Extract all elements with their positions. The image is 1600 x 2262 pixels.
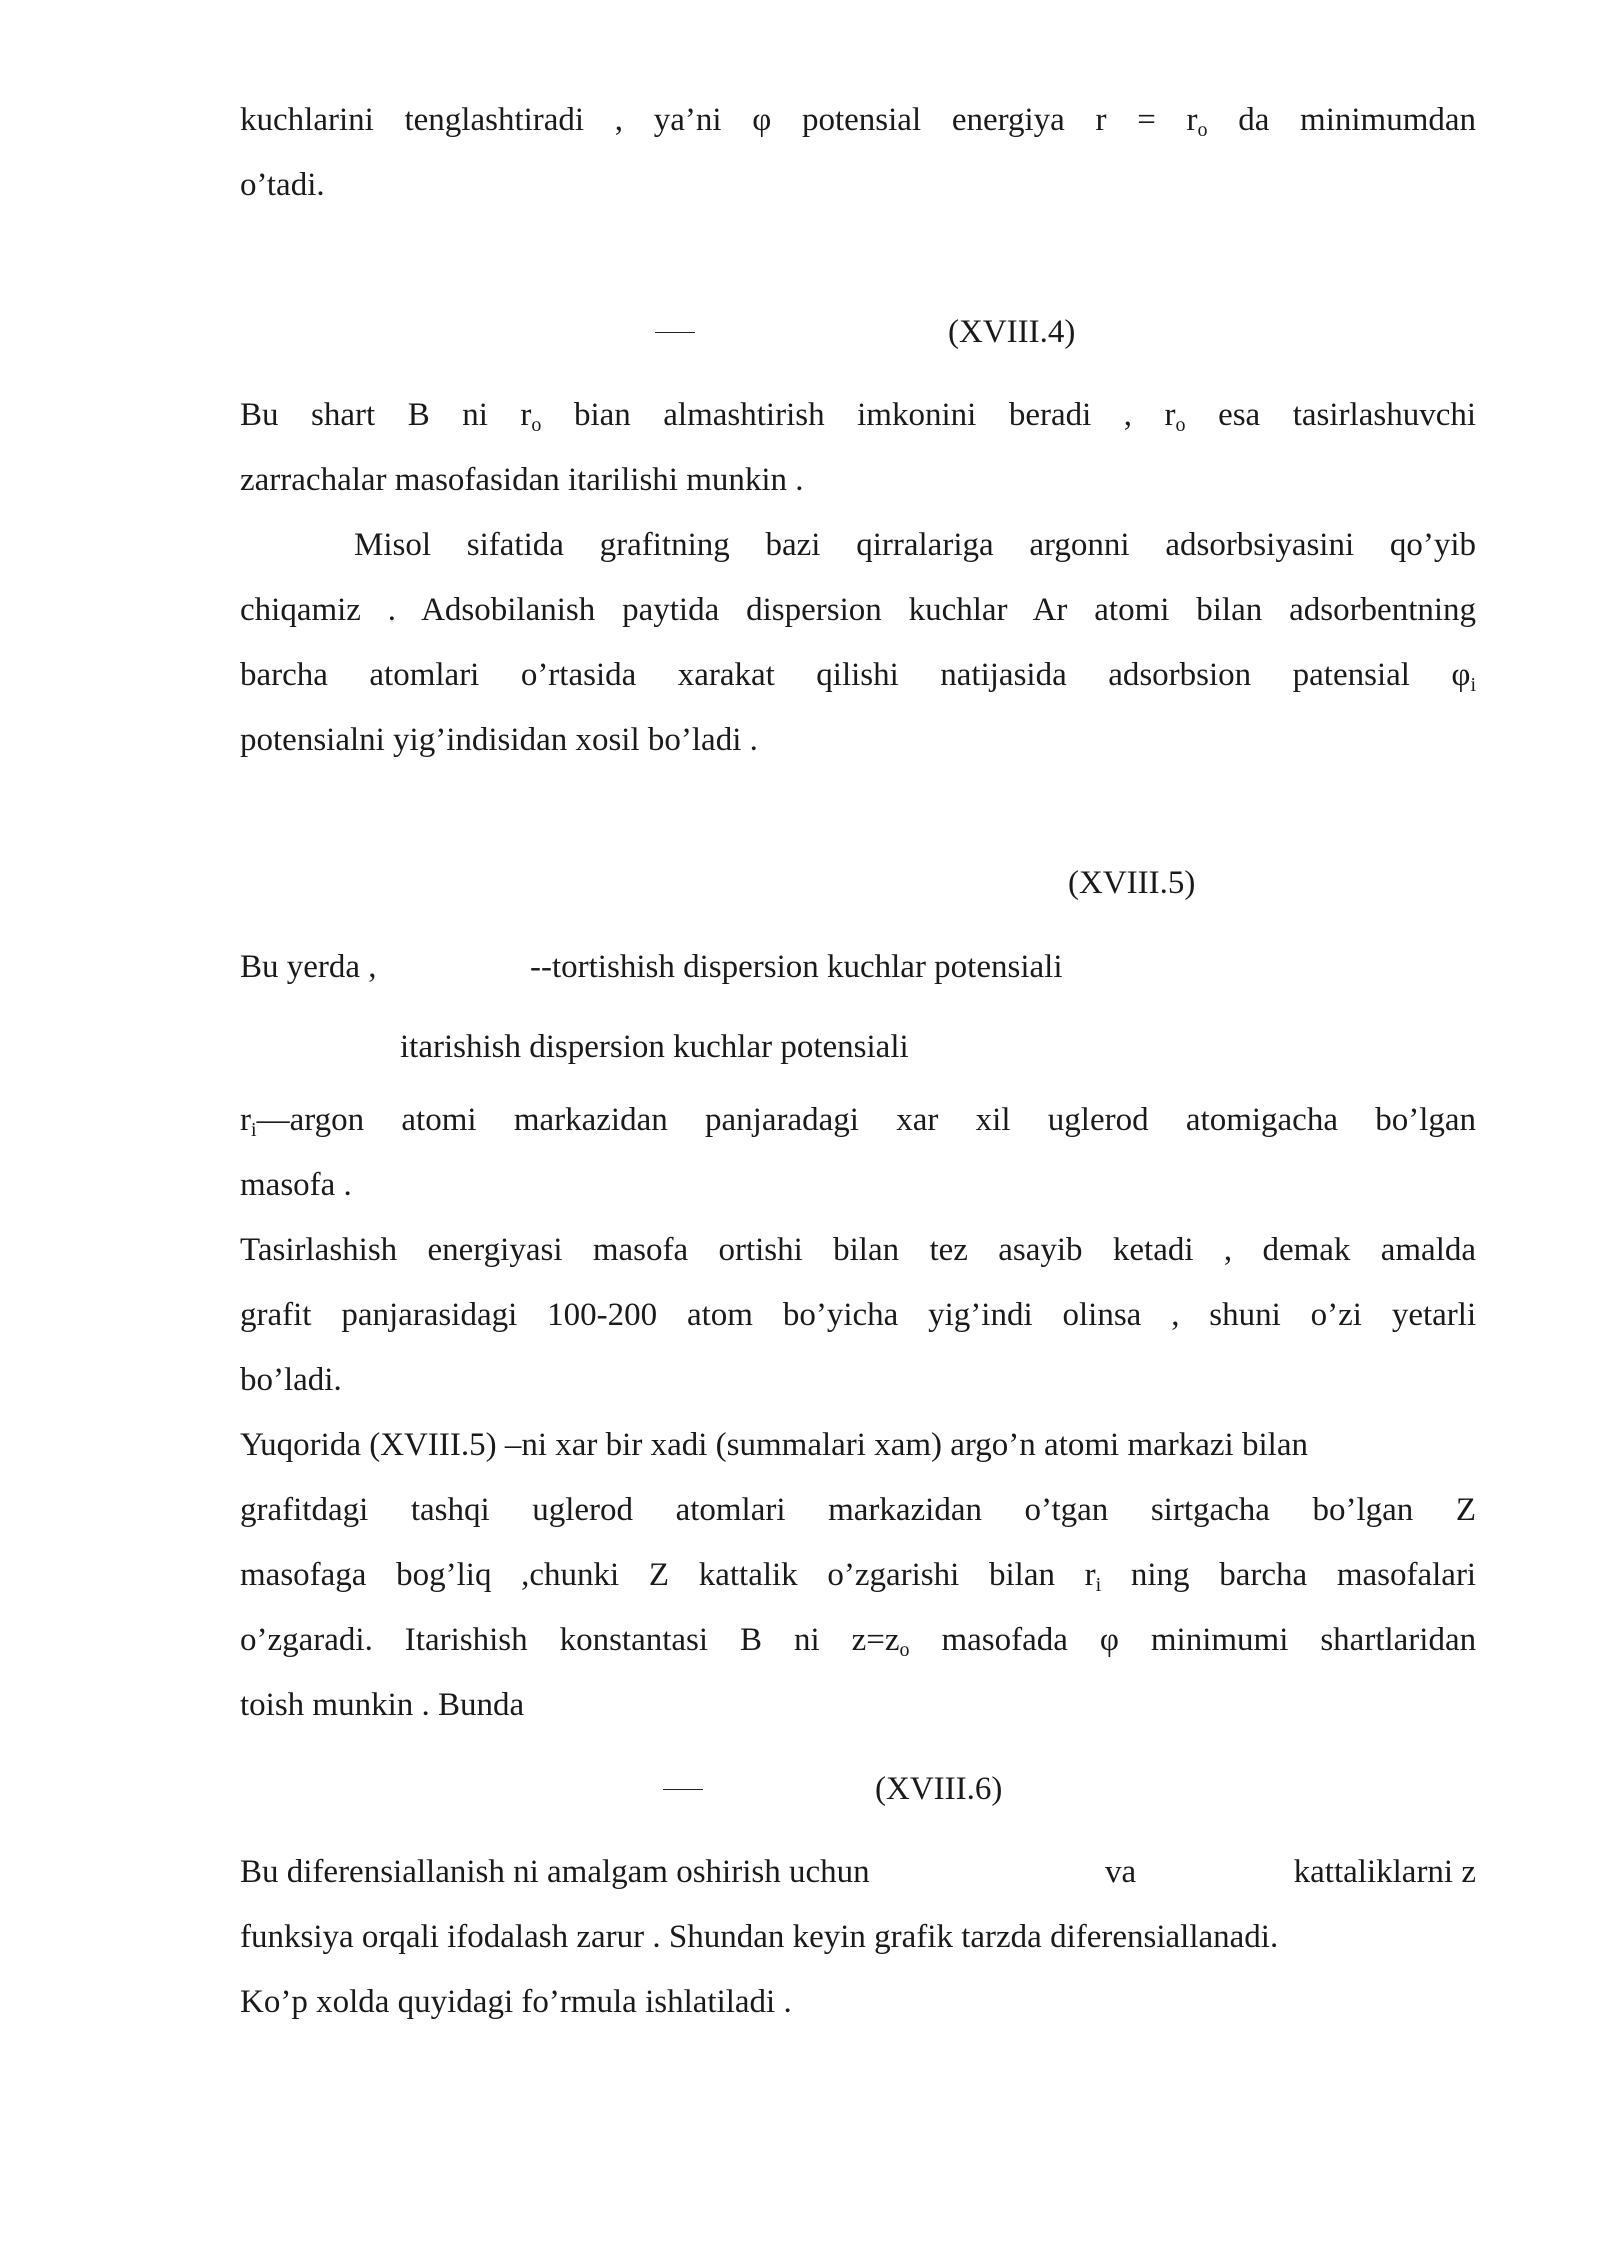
text-line: Misol sifatida grafitning bazi qirralariga argonni adsorbsiyasini qo’yib (354, 527, 1477, 563)
text-line: bo’ladi. (240, 1362, 342, 1398)
text-line: itarishish dispersion kuchlar potensiali (400, 1029, 909, 1065)
text-line: Tasirlashish energiyasi masofa ortishi bilan tez asayib ketadi , demak amalda (240, 1232, 1477, 1268)
text-line: kuchlarini tenglashtiradi , ya’ni φ potensial energiya $r = r_o$ da minimumdan (240, 102, 1477, 141)
text-line: zarrachalar masofasidan itarilishi munkin . (240, 462, 804, 498)
text-line: chiqamiz . Adsobilanish paytida dispersion kuchlar Ar atomi bilan adsorbentning (240, 592, 1477, 628)
text-line: masofaga bog’liq ,chunki Z kattalik o’zgarishi bilan $r_i$ ning barcha masofalari (240, 1557, 1477, 1596)
text-line: $r_i—argon$ atomi markazidan panjaradagi xar xil uglerod atomigacha bo’lgan (240, 1102, 1477, 1141)
text-line: potensialni yig’indisidan xosil bo’ladi . (240, 722, 758, 758)
text-line: kattaliklarni z (1293, 1854, 1476, 1890)
text-line: o’zgaradi. Itarishish konstantasi B ni $z=z_o$ masofada φ minimumi shartlaridan (240, 1622, 1477, 1661)
equation-number: (XVIII.4) (948, 314, 1076, 350)
text-line: grafitdagi tashqi uglerod atomlari markazidan o’tgan sirtgacha bo’lgan Z (240, 1492, 1476, 1528)
text-line: toish munkin . Bunda (240, 1687, 525, 1723)
text-line: --tortishish dispersion kuchlar potensiali (530, 949, 1063, 985)
text-line: masofa . (240, 1167, 352, 1203)
text-line: barcha atomlari o’rtasida xarakat qilishi natijasida adsorbsion patensial $\varphi_i$ (240, 657, 1476, 696)
text-line: grafit panjarasidagi 100-200 atom bo’yicha yig’indi olinsa , shuni o’zi yetarli (240, 1297, 1477, 1333)
equation-number: (XVIII.6) (875, 1771, 1003, 1807)
text-line: o’tadi. (240, 167, 325, 203)
text-line: Bu shart B ni $r_o$ bian almashtirish imkonini beradi , $r_o$ esa tasirlashuvchi (240, 397, 1477, 436)
fraction-bar (663, 1789, 703, 1790)
fraction-bar (655, 332, 695, 333)
text-line: Ko’p xolda quyidagi fo’rmula ishlatiladi . (240, 1984, 792, 2020)
text-line: Yuqorida (XVIII.5) –ni xar bir xadi (summalari xam) argo’n atomi markazi bilan (240, 1427, 1308, 1463)
text-line: funksiya orqali ifodalash zarur . Shundan keyin grafik tarzda diferensiallanadi. (240, 1919, 1279, 1955)
text-line: va (1105, 1854, 1137, 1890)
equation-number: (XVIII.5) (1068, 865, 1196, 901)
text-line: Bu yerda , (240, 949, 377, 985)
text-line: Bu diferensiallanish ni amalgam oshirish uchun (240, 1854, 870, 1890)
